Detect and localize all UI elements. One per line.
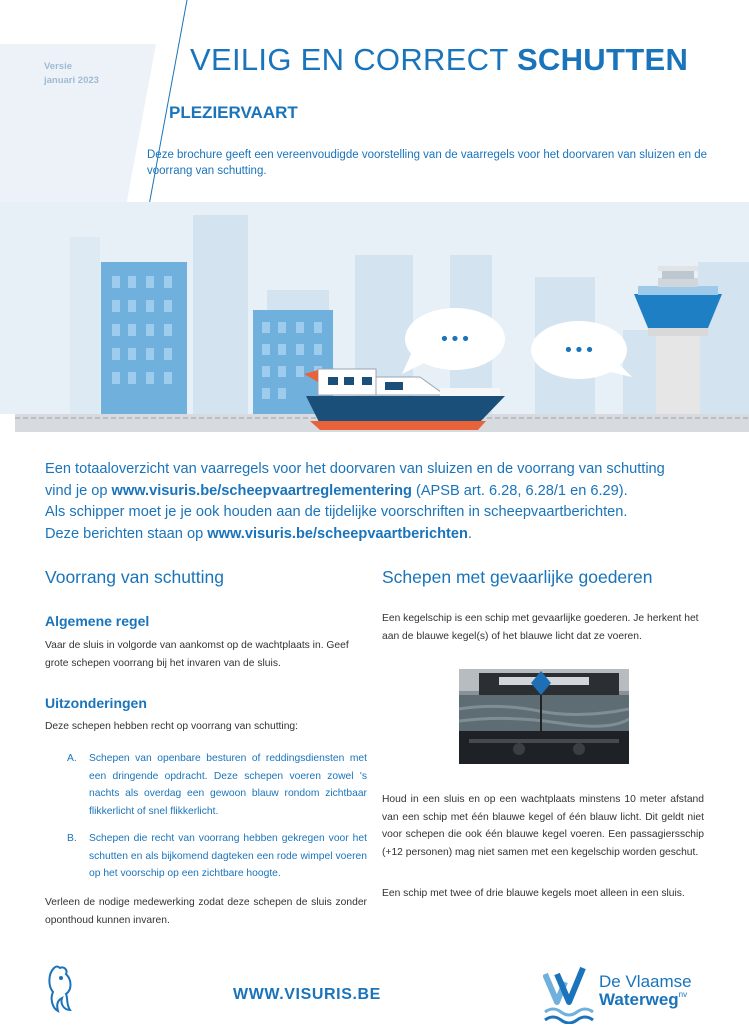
general-rule-heading: Algemene regel — [45, 613, 150, 629]
lead-line-4-post: . — [467, 525, 472, 542]
exceptions-closing: Verleen de nodige medewerking zodat deze schepen de sluis zonder oponthoud kunnen invaren. — [45, 897, 367, 926]
priority-heading: Voorrang van schutting — [45, 567, 225, 587]
page-subtitle: PLEZIERVAART — [169, 103, 298, 122]
footer-url-link[interactable]: WWW.VISURIS.BE — [233, 986, 381, 1003]
shipping-notices-link[interactable]: www.visuris.be/scheepvaartberichten — [207, 525, 468, 542]
lead-paragraph — [45, 459, 707, 545]
exception-item-a-text: Schepen van openbare besturen of reddingsdiensten met een dringende opdracht. Deze schepen voeren zowel 's nachts als overdag een gewoon blauw rondom zichtbaar flikkerlicht of snel flikkerlicht. — [89, 753, 367, 817]
title-regular: VEILIG EN CORRECT — [190, 42, 517, 77]
version-label: Versie — [44, 61, 72, 72]
version-info — [44, 60, 99, 88]
speech-bubble-right-dots: ••• — [563, 340, 595, 361]
lead-line-4-pre: Deze berichten staan op — [45, 525, 208, 542]
lead-line-4 — [45, 524, 707, 546]
title-bold: SCHUTTEN — [516, 42, 689, 77]
exception-item-b — [67, 830, 367, 883]
dangerous-goods-heading: Schepen met gevaarlijke goederen — [382, 567, 653, 587]
exception-item-a-marker: A. — [67, 753, 77, 764]
lead-line-3: Als schipper moet je je ook houden aan de tijdelijke voorschriften in scheepvaartberichten. — [45, 504, 628, 520]
intro-text: Deze brochure geeft een vereenvoudigde voorstelling van de vaarregels voor het doorvaren van sluizen en de voorrang van schutting. — [147, 149, 708, 177]
lead-line-2-pre: vind je op — [45, 482, 112, 499]
exceptions-intro: Deze schepen hebben recht op voorrang van schutting: — [45, 721, 299, 732]
logo-waterweg: Waterweg — [599, 990, 679, 1009]
dangerous-goods-para-2: Houd in een sluis en op een wachtplaats minstens 10 meter afstand van een schip met één blauwe kegel of één blauw licht. Dit geldt niet voor schepen die ook één blauwe kegel voeren. Een passagiersschip (+12 personen) mag niet samen met een kegelschip worden geschut. — [382, 794, 704, 858]
dangerous-goods-para-1: Een kegelschip is een schip met gevaarlijke goederen. Je herkent het aan de blauwe kegel(s) of het blauwe licht dat ze voeren. — [382, 613, 699, 642]
de-vlaamse-waterweg-logo — [543, 966, 601, 1024]
lead-line-2-post: (APSB art. 6.28, 6.28/1 en 6.29). — [411, 482, 628, 499]
general-rule-text: Vaar de sluis in volgorde van aankomst op de wachtplaats in. Geef grote schepen voorrang bij het invaren van de sluis. — [45, 640, 349, 669]
exception-item-a — [67, 750, 367, 820]
logo-line-1: De Vlaamse — [599, 972, 692, 991]
tall-building — [101, 262, 187, 417]
lead-line-1: Een totaaloverzicht van vaarregels voor het doorvaren van sluizen en de voorrang van schutting — [45, 461, 665, 477]
exception-item-b-text: Schepen die recht van voorrang hebben gekregen voor het schutten en als bijkomend dagteken een rode wimpel voeren op het voorschip op een zichtbare hoogte. — [89, 833, 367, 879]
speech-bubble-left-dots: ••• — [439, 329, 471, 350]
cone-ship-photo — [459, 669, 629, 764]
exception-item-b-marker: B. — [67, 833, 77, 844]
logo-nv: nv — [678, 990, 688, 999]
dangerous-goods-para-3: Een schip met twee of drie blauwe kegels moet alleen in een sluis. — [382, 888, 685, 899]
lead-line-2 — [45, 481, 707, 503]
harbor-illustration — [0, 202, 749, 432]
regulations-link[interactable]: www.visuris.be/scheepvaartreglementering — [111, 482, 412, 499]
logo-line-2 — [599, 990, 687, 1010]
exceptions-heading: Uitzonderingen — [45, 695, 147, 711]
version-date: januari 2023 — [44, 75, 99, 86]
page-title — [190, 42, 688, 78]
flemish-lion-logo — [44, 964, 76, 1014]
